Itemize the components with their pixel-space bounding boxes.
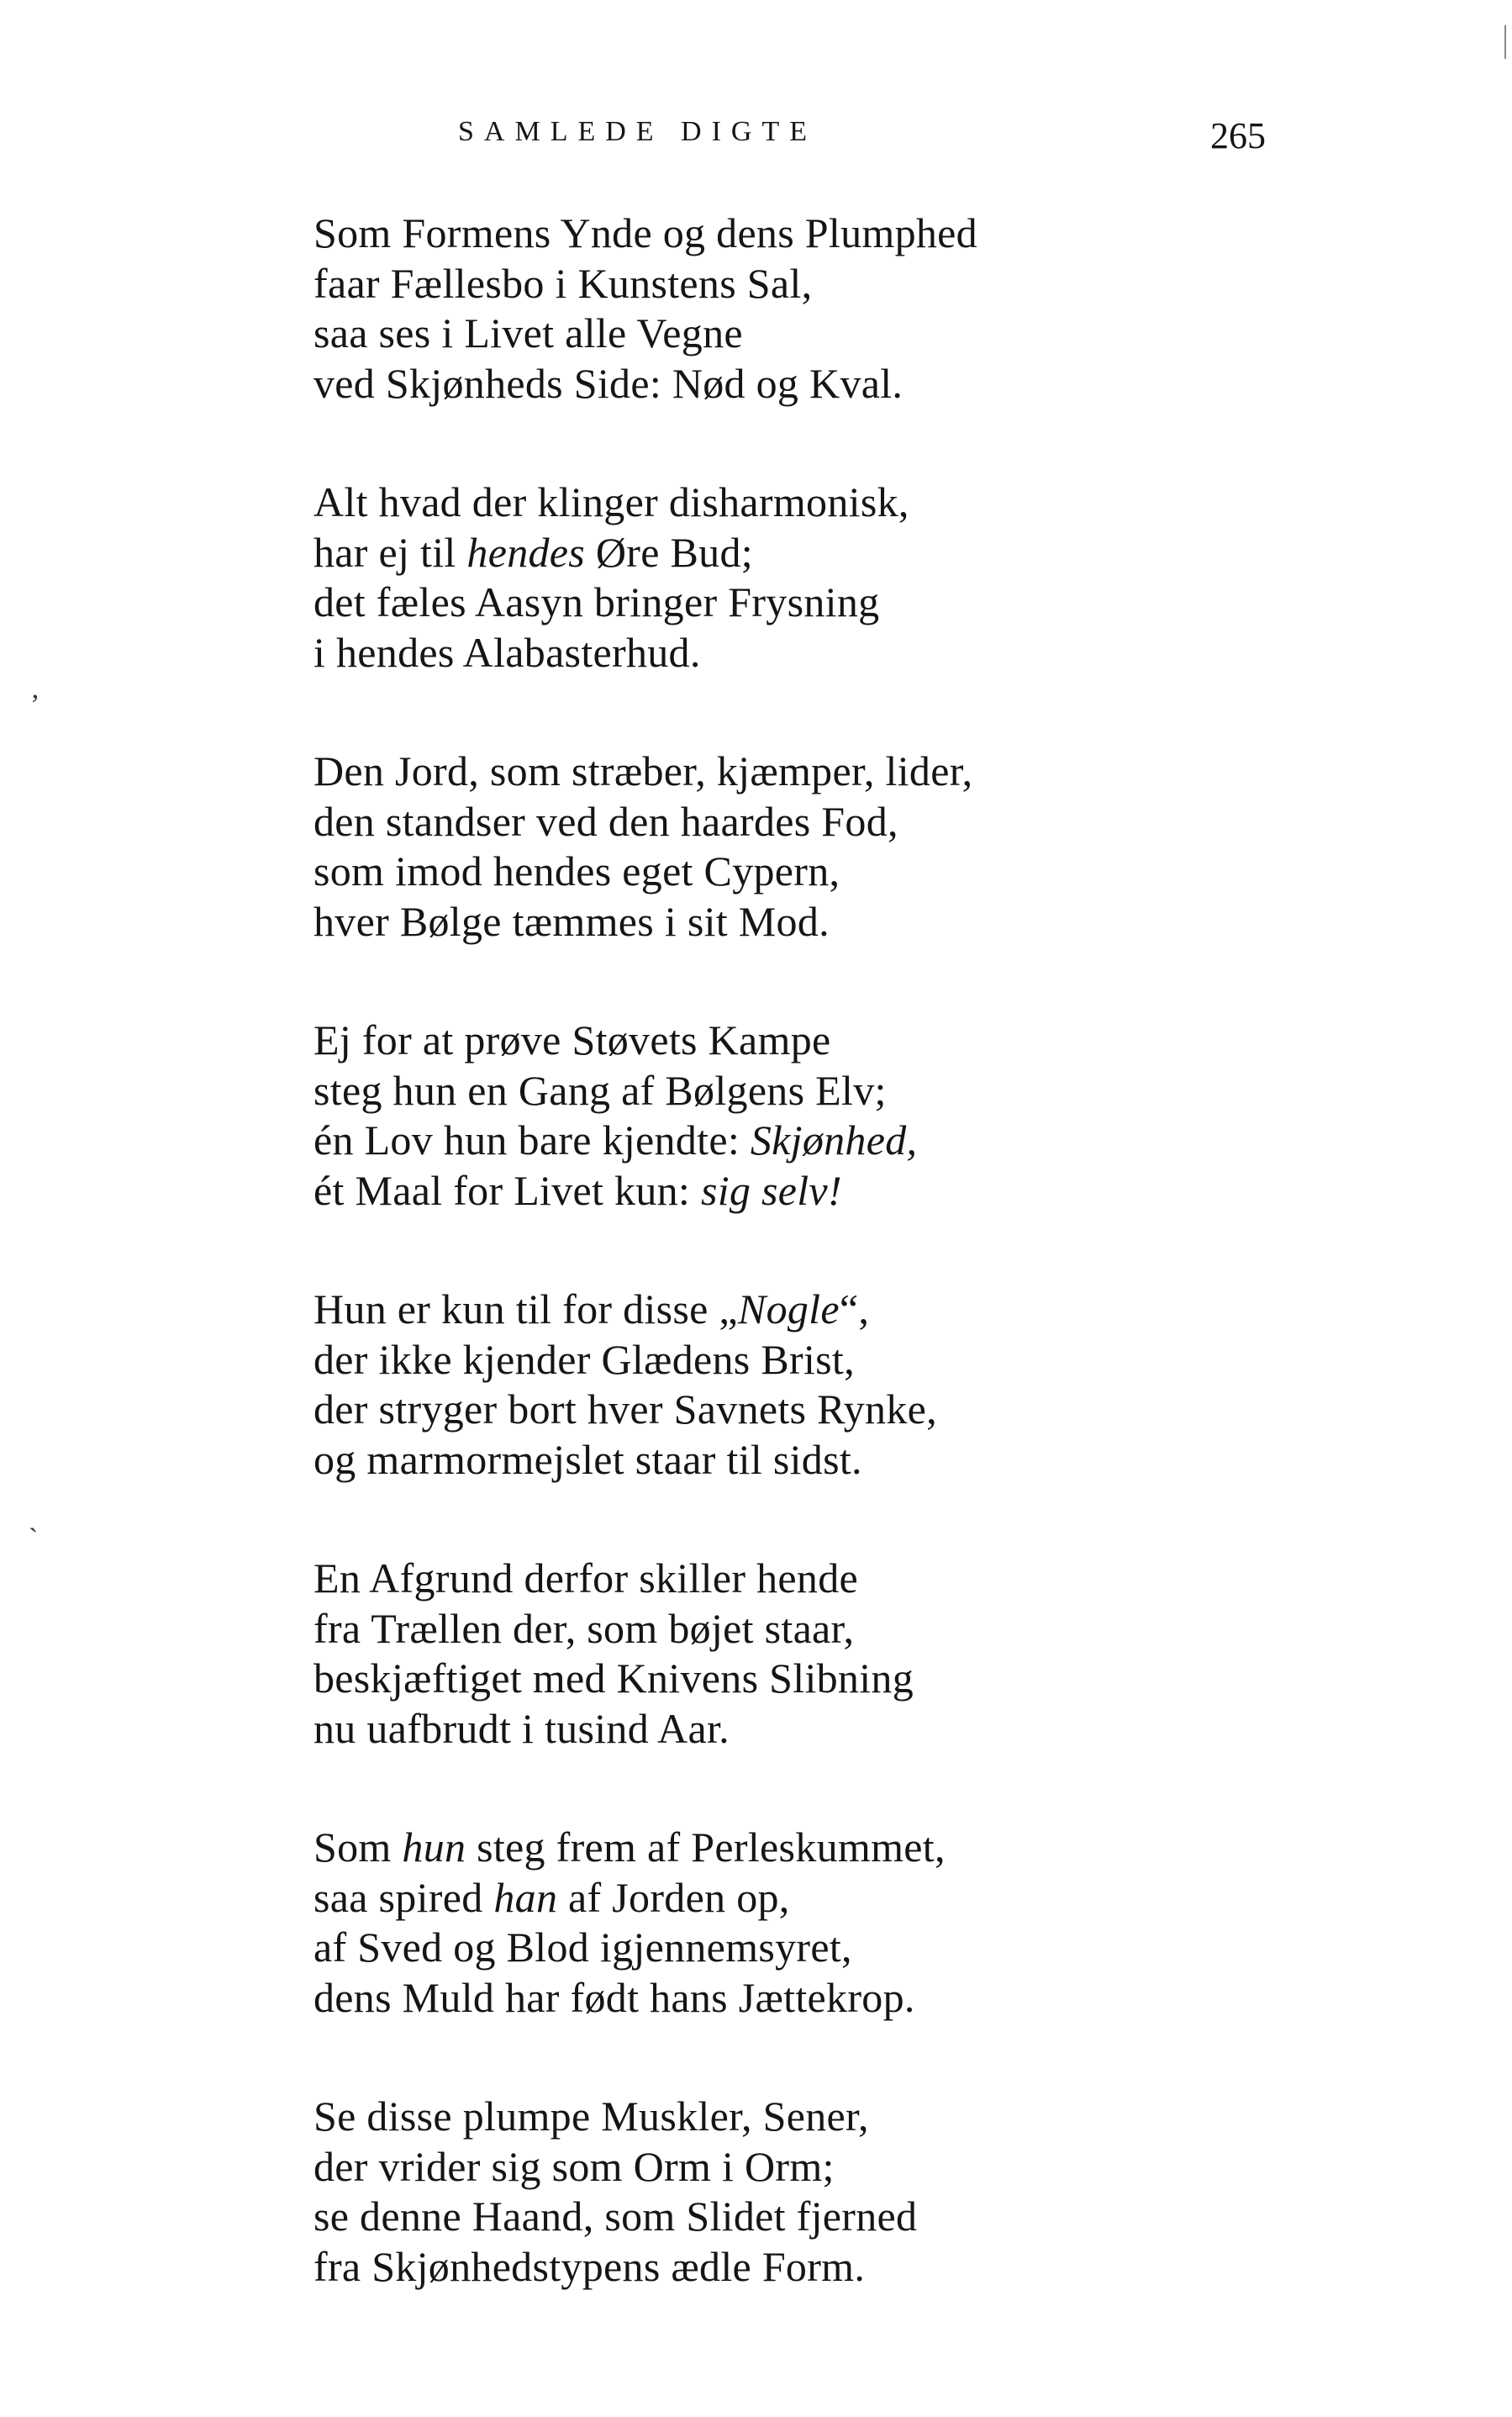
verse-line bbox=[313, 1923, 1154, 1973]
stanza bbox=[313, 1554, 1154, 1754]
verse-text: Den Jord, som stræber, kjæmper, lider, bbox=[313, 747, 973, 794]
verse-line bbox=[313, 1823, 1154, 1873]
verse-line bbox=[313, 259, 1154, 309]
verse-text: der stryger bort hver Savnets Rynke, bbox=[313, 1385, 937, 1433]
verse-line bbox=[313, 1116, 1154, 1166]
verse-text: Som bbox=[313, 1823, 403, 1871]
verse-line bbox=[313, 897, 1154, 947]
verse-text: der vrider sig som Orm i Orm; bbox=[313, 2142, 835, 2190]
verse-line bbox=[313, 2092, 1154, 2142]
scan-edge-mark bbox=[1504, 25, 1506, 59]
verse-text: Ej for at prøve Støvets Kampe bbox=[313, 1016, 831, 1063]
margin-speck: ʼ bbox=[30, 689, 40, 720]
verse-line bbox=[313, 1973, 1154, 2024]
verse-text: én Lov hun bare kjendte: bbox=[313, 1116, 751, 1164]
verse-line bbox=[313, 1435, 1154, 1486]
page-number: 265 bbox=[1210, 115, 1266, 156]
verse-text: faar Fællesbo i Kunstens Sal, bbox=[313, 259, 813, 307]
verse-line bbox=[313, 309, 1154, 359]
verse-line bbox=[313, 2192, 1154, 2242]
verse-line bbox=[313, 1016, 1154, 1066]
stanza bbox=[313, 208, 1154, 409]
italic-emphasis: Skjønhed, bbox=[750, 1116, 918, 1164]
verse-line bbox=[313, 847, 1154, 897]
verse-line bbox=[313, 208, 1154, 259]
verse-text: den standser ved den haardes Fod, bbox=[313, 797, 898, 845]
verse-line bbox=[313, 2142, 1154, 2193]
verse-text: ét Maal for Livet kun: bbox=[313, 1166, 701, 1214]
verse-text: har ej til bbox=[313, 528, 467, 576]
verse-line bbox=[313, 1335, 1154, 1385]
verse-line bbox=[313, 2242, 1154, 2293]
verse-text: som imod hendes eget Cypern, bbox=[313, 847, 840, 895]
verse-text: af Sved og Blod igjennemsyret, bbox=[313, 1924, 852, 1971]
verse-line bbox=[313, 528, 1154, 578]
verse-line bbox=[313, 578, 1154, 628]
stanza bbox=[313, 1823, 1154, 2023]
verse-line bbox=[313, 1604, 1154, 1654]
verse-line bbox=[313, 1285, 1154, 1335]
verse-line bbox=[313, 797, 1154, 847]
verse-text: Øre Bud; bbox=[585, 528, 753, 576]
verse-line bbox=[313, 359, 1154, 409]
verse-text: Se disse plumpe Muskler, Sener, bbox=[313, 2092, 869, 2140]
italic-emphasis: hendes bbox=[466, 528, 586, 576]
verse-text: steg hun en Gang af Bølgens Elv; bbox=[313, 1066, 887, 1114]
stanza bbox=[313, 2092, 1154, 2292]
verse-line bbox=[313, 1654, 1154, 1704]
verse-text: Alt hvad der klinger disharmonisk, bbox=[313, 478, 909, 525]
verse-line bbox=[313, 1873, 1154, 1924]
italic-emphasis: han bbox=[493, 1873, 558, 1921]
verse-line bbox=[313, 628, 1154, 678]
italic-emphasis: Nogle bbox=[737, 1285, 840, 1333]
italic-emphasis: sig selv! bbox=[700, 1166, 842, 1214]
verse-line bbox=[313, 747, 1154, 797]
verse-line bbox=[313, 1554, 1154, 1604]
verse-text: der ikke kjender Glædens Brist, bbox=[313, 1335, 855, 1383]
verse-text: fra Trællen der, som bøjet staar, bbox=[313, 1604, 855, 1652]
verse-text: “, bbox=[839, 1285, 870, 1333]
margin-speck: ˋ bbox=[29, 1523, 39, 1554]
verse-text: Som Formens Ynde og dens Plumphed bbox=[313, 209, 977, 256]
verse-text: Hun er kun til for disse „ bbox=[313, 1285, 738, 1333]
verse-text: beskjæftiget med Knivens Slibning bbox=[313, 1654, 914, 1702]
verse-text: saa ses i Livet alle Vegne bbox=[313, 309, 743, 356]
running-head: SAMLEDE DIGTE bbox=[458, 116, 818, 147]
verse-text: saa spired bbox=[313, 1873, 494, 1921]
verse-line bbox=[313, 1066, 1154, 1116]
stanza bbox=[313, 1016, 1154, 1216]
verse-text: og marmormejslet staar til sidst. bbox=[313, 1435, 862, 1483]
italic-emphasis: hun bbox=[402, 1823, 466, 1871]
verse-text: hver Bølge tæmmes i sit Mod. bbox=[313, 897, 830, 945]
verse-line bbox=[313, 478, 1154, 528]
verse-line bbox=[313, 1385, 1154, 1435]
stanza bbox=[313, 747, 1154, 947]
verse-text: ved Skjønheds Side: Nød og Kval. bbox=[313, 359, 904, 407]
verse-text: det fæles Aasyn bringer Frysning bbox=[313, 578, 880, 625]
verse-text: dens Muld har født hans Jættekrop. bbox=[313, 1973, 915, 2021]
stanza bbox=[313, 478, 1154, 678]
verse-text: nu uafbrudt i tusind Aar. bbox=[313, 1704, 730, 1752]
verse-line bbox=[313, 1704, 1154, 1755]
poem bbox=[313, 208, 1154, 2361]
verse-text: af Jorden op, bbox=[557, 1873, 790, 1921]
verse-text: fra Skjønhedstypens ædle Form. bbox=[313, 2242, 866, 2290]
verse-text: steg frem af Perleskummet, bbox=[466, 1823, 946, 1871]
verse-text: i hendes Alabasterhud. bbox=[313, 628, 701, 676]
stanza bbox=[313, 1285, 1154, 1485]
verse-line bbox=[313, 1166, 1154, 1216]
verse-text: se denne Haand, som Slidet fjerned bbox=[313, 2193, 918, 2240]
verse-text: En Afgrund derfor skiller hende bbox=[313, 1554, 858, 1602]
